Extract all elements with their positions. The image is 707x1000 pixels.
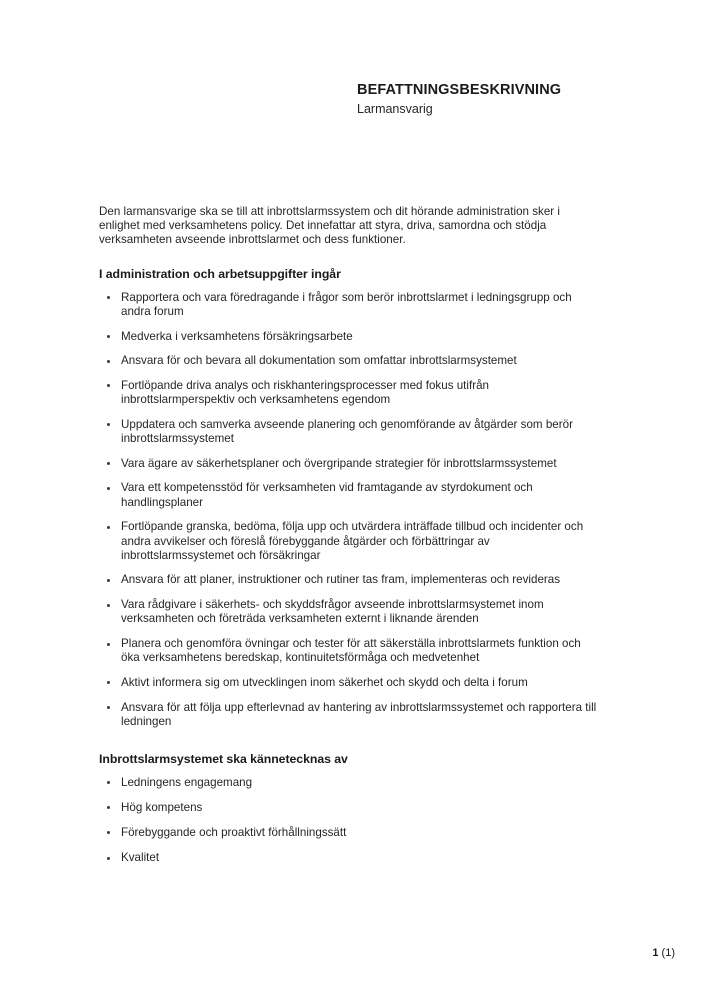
document-body: [99, 205, 597, 876]
list-item: Vara rådgivare i säkerhets- och skyddsfrågor avseende inbrottslarmsystemet inom verksamheten och företräda verksamheten externt i liknande ärenden: [99, 598, 597, 626]
list-item: Ansvara för att följa upp efterlevnad av hantering av inbrottslarmssystemet och rapportera till ledningen: [99, 701, 597, 729]
list-item: Ansvara för att planer, instruktioner och rutiner tas fram, implementeras och revideras: [99, 573, 597, 587]
document-subtitle: Larmansvarig: [357, 102, 433, 116]
list-item: Hög kompetens: [99, 801, 597, 815]
page-number-footer: [652, 946, 675, 960]
characteristics-list: [99, 776, 597, 866]
list-item: Medverka i verksamhetens försäkringsarbete: [99, 330, 597, 344]
list-item: Vara ett kompetensstöd för verksamheten vid framtagande av styrdokument och handlingsplaner: [99, 481, 597, 509]
intro-paragraph: Den larmansvarige ska se till att inbrottslarmssystem och dit hörande administration sker i enlighet med verksamhetens policy. Det innefattar att styra, driva, samordna och stödja verksamheten avseende inbrottslarmet och dess funktioner.: [99, 205, 560, 247]
section-spacer: [99, 740, 597, 752]
page-number-total: (1): [661, 947, 675, 959]
section-heading-characteristics: Inbrottslarmsystemet ska kännetecknas av: [99, 751, 348, 766]
list-item: Uppdatera och samverka avseende planering och genomförande av åtgärder som berör inbrottslarmssystemet: [99, 418, 597, 446]
list-item: Fortlöpande driva analys och riskhanteringsprocesser med fokus utifrån inbrottslarmperspektiv och verksamhetens egendom: [99, 379, 597, 407]
document-header: [357, 82, 677, 117]
list-item: Aktivt informera sig om utvecklingen inom säkerhet och skydd och delta i forum: [99, 676, 597, 690]
list-item: Fortlöpande granska, bedöma, följa upp och utvärdera inträffade tillbud och incidenter och andra avvikelser och föreslå förebyggande åtgärder och förbättringar av inbrottslarmssystemet och försäkringar: [99, 520, 597, 563]
page-number-current: 1: [652, 947, 659, 959]
list-item: Ledningens engagemang: [99, 776, 597, 790]
list-item: Rapportera och vara föredragande i frågor som berör inbrottslarmet i ledningsgrupp och andra forum: [99, 291, 597, 319]
list-item: Planera och genomföra övningar och tester för att säkerställa inbrottslarmets funktion och öka verksamhetens beredskap, kontinuitetsförmåga och medvetenhet: [99, 637, 597, 665]
list-item: Vara ägare av säkerhetsplaner och övergripande strategier för inbrottslarmssystemet: [99, 457, 597, 471]
section-heading-administration: I administration och arbetsuppgifter ingår: [99, 266, 341, 281]
list-item: Kvalitet: [99, 851, 597, 865]
list-item: Förebyggande och proaktivt förhållningssätt: [99, 826, 597, 840]
list-item: Ansvara för och bevara all dokumentation som omfattar inbrottslarmsystemet: [99, 354, 597, 368]
administration-duties-list: [99, 291, 597, 729]
document-title: BEFATTNINGSBESKRIVNING: [357, 82, 562, 98]
